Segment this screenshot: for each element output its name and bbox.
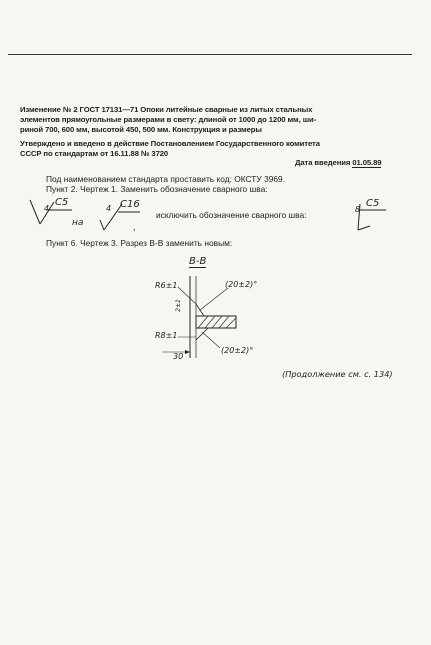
weld-b-leg: 4 bbox=[106, 204, 112, 213]
weld-a-replace-word: на bbox=[72, 218, 84, 228]
approval-line-1: Утверждено и введено в действие Постановлением Государственного комитета bbox=[20, 139, 320, 148]
effective-date-value: 01.05.89 bbox=[352, 158, 382, 167]
weld-a-leg: 4 bbox=[44, 204, 50, 213]
okstu-instruction: Под наименованием стандарта проставить код: ОКСТУ 3969. bbox=[46, 174, 286, 184]
radius-label-bottom: R8±1 bbox=[155, 331, 178, 340]
radius-label-top: R6±1 bbox=[155, 281, 178, 290]
dimension-30-label: 30 bbox=[173, 352, 184, 361]
continued-note: (Продолжение см. с. 134) bbox=[282, 369, 393, 379]
approval-line-2: СССР по стандартам от 16.11.88 № 3720 bbox=[20, 149, 169, 158]
side-gap-label: 2±1 bbox=[174, 299, 182, 312]
item-2-instruction: Пункт 2. Чертеж 1. Заменить обозначение сварного шва: bbox=[46, 184, 268, 194]
angle-label-top: (20±2)° bbox=[225, 280, 258, 289]
change-title-line-1: Изменение № 2 ГОСТ 17131—71 Опоки литейные сварные из литых стальных bbox=[20, 105, 313, 114]
weld-a-type: С5 bbox=[55, 197, 69, 208]
weld-b-type: С16 bbox=[120, 199, 140, 210]
change-title-line-3: риной 700, 600 мм, высотой 450, 500 мм. Конструкция и размеры bbox=[20, 125, 262, 134]
effective-date-label: Дата введения bbox=[295, 158, 351, 167]
weld-c-leg: 8 bbox=[355, 205, 361, 214]
effective-date bbox=[295, 157, 381, 168]
section-title: В-В bbox=[189, 256, 207, 267]
item-6-instruction: Пункт 6. Чертеж 3. Разрез В-В заменить новым: bbox=[46, 238, 233, 248]
weld-c-type: С5 bbox=[366, 198, 380, 209]
top-rule bbox=[8, 54, 412, 55]
comma-mark: , bbox=[133, 222, 136, 232]
change-title-line-2: элементов прямоугольные размерами в свету: длиной от 1000 до 1200 мм, ши- bbox=[20, 115, 317, 124]
angle-label-bottom: (20±2)° bbox=[221, 346, 254, 355]
exclude-weld-instruction: исключить обозначение сварного шва: bbox=[156, 210, 307, 220]
